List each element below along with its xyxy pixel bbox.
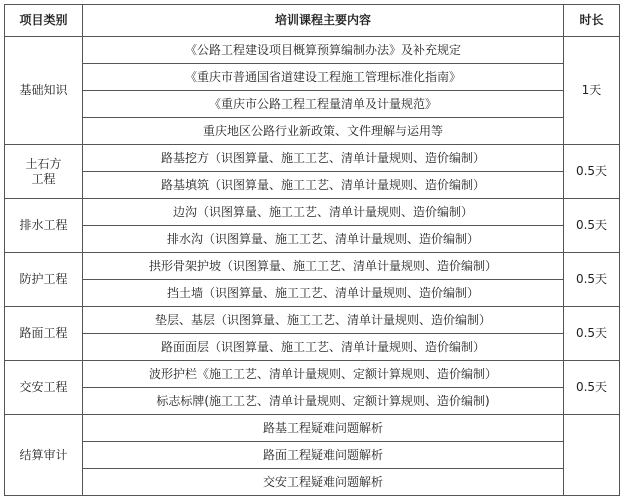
category-cell: 基础知识	[5, 37, 83, 145]
content-cell: 《重庆市普通国省道建设工程施工管理标准化指南》	[83, 64, 564, 91]
content-cell: 波形护栏《施工工艺、清单计量规则、定额计算规则、造价编制）	[83, 361, 564, 388]
category-cell: 结算审计	[5, 415, 83, 496]
category-cell: 土石方工程	[5, 145, 83, 199]
content-cell: 路基填筑（识图算量、施工工艺、清单计量规则、造价编制）	[83, 172, 564, 199]
table-row	[5, 280, 620, 307]
header-duration: 时长	[564, 5, 620, 37]
content-cell: 《公路工程建设项目概算预算编制办法》及补充规定	[83, 37, 564, 64]
table-row	[5, 307, 620, 334]
content-cell: 挡土墙（识图算量、施工工艺、清单计量规则、造价编制）	[83, 280, 564, 307]
duration-cell: 0.5天	[564, 253, 620, 307]
duration-cell	[564, 415, 620, 496]
content-cell: 垫层、基层（识图算量、施工工艺、清单计量规则、造价编制）	[83, 307, 564, 334]
table-row	[5, 118, 620, 145]
content-cell: 排水沟（识图算量、施工工艺、清单计量规则、造价编制）	[83, 226, 564, 253]
category-cell: 防护工程	[5, 253, 83, 307]
duration-cell: 1天	[564, 37, 620, 145]
category-cell: 路面工程	[5, 307, 83, 361]
table-row	[5, 388, 620, 415]
header-content: 培训课程主要内容	[83, 5, 564, 37]
content-cell: 交安工程疑难问题解析	[83, 469, 564, 496]
table-row	[5, 415, 620, 442]
training-schedule-table	[4, 4, 620, 496]
content-cell: 《重庆市公路工程工程量清单及计量规范》	[83, 91, 564, 118]
content-cell: 路面工程疑难问题解析	[83, 442, 564, 469]
table-row	[5, 91, 620, 118]
category-cell: 排水工程	[5, 199, 83, 253]
duration-cell: 0.5天	[564, 199, 620, 253]
content-cell: 重庆地区公路行业新政策、文件理解与运用等	[83, 118, 564, 145]
table-row	[5, 334, 620, 361]
table-row	[5, 145, 620, 172]
duration-cell: 0.5天	[564, 145, 620, 199]
table-row	[5, 253, 620, 280]
table-row	[5, 226, 620, 253]
table-row	[5, 442, 620, 469]
content-cell: 路基挖方（识图算量、施工工艺、清单计量规则、造价编制）	[83, 145, 564, 172]
table-row	[5, 172, 620, 199]
header-row	[5, 5, 620, 37]
table-row	[5, 199, 620, 226]
header-category: 项目类别	[5, 5, 83, 37]
content-cell: 路基工程疑难问题解析	[83, 415, 564, 442]
content-cell: 路面面层（识图算量、施工工艺、清单计量规则、造价编制）	[83, 334, 564, 361]
category-cell: 交安工程	[5, 361, 83, 415]
content-cell: 标志标牌(施工工艺、清单计量规则、定额计算规则、造价编制)	[83, 388, 564, 415]
duration-cell: 0.5天	[564, 361, 620, 415]
table-row	[5, 361, 620, 388]
duration-cell: 0.5天	[564, 307, 620, 361]
content-cell: 拱形骨架护坡（识图算量、施工工艺、清单计量规则、造价编制）	[83, 253, 564, 280]
table-row	[5, 64, 620, 91]
content-cell: 边沟（识图算量、施工工艺、清单计量规则、造价编制）	[83, 199, 564, 226]
table-row	[5, 37, 620, 64]
table-row	[5, 469, 620, 496]
